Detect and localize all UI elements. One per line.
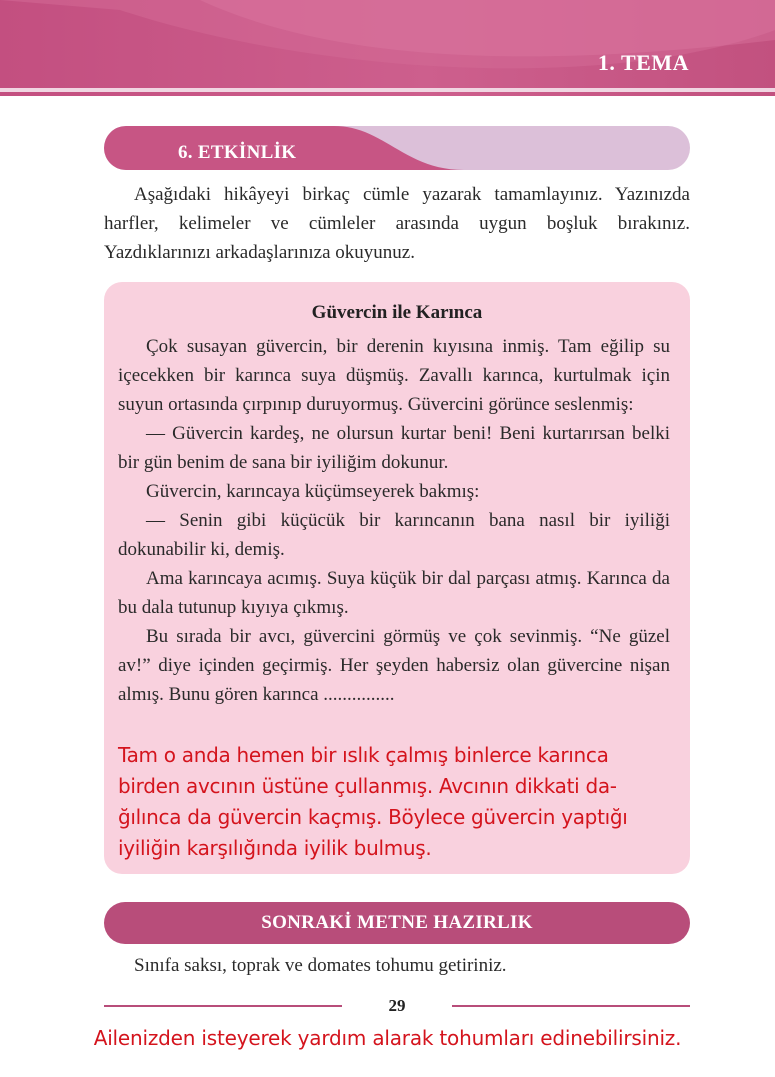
header-divider — [0, 88, 775, 92]
activity-instruction: Aşağıdaki hikâyeyi birkaç cümle yazarak tamamlayınız. Yazınızda harfler, kelimeler ve cümleler arasında uygun boşluk bırakınız. Yazdıklarınızı arkadaşlarınıza okuyunuz. — [104, 184, 690, 263]
story-paragraph: — Senin gibi küçücük bir karıncanın bana nasıl bir iyiliği dokunabilir ki, demiş. — [118, 510, 670, 560]
header-decoration — [0, 0, 775, 96]
theme-label: 1. TEMA — [597, 50, 689, 75]
story-title: Güvercin ile Karınca — [311, 302, 483, 323]
handwritten-answer — [118, 740, 678, 864]
next-text-instruction: Sınıfa saksı, toprak ve domates tohumu getiriniz. — [134, 955, 507, 976]
header-band — [0, 0, 775, 96]
page-number: 29 — [388, 996, 406, 1015]
footer-rule-right — [452, 1005, 690, 1007]
answer-line: birden avcının üstüne çullanmış. Avcının dikkati da- — [118, 774, 617, 798]
story-paragraph: Güvercin, karıncaya küçümseyerek bakmış: — [146, 481, 480, 502]
story-paragraph: Bu sırada bir avcı, güvercini görmüş ve çok sevinmiş. “Ne güzel av!” diye içinden geçirmiş. Her şeyden habersiz olan güvercine nişan almış. Bunu gören karınca ............... — [118, 626, 670, 705]
story-paragraph: Çok susayan güvercin, bir derenin kıyısına inmiş. Tam eğilip su içecekken bir karınca suya düşmüş. Zavallı karınca, kurtulmak için suyun ortasında çırpınıp duruyormuş. Güvercini görünce seslenmiş: — [118, 336, 670, 415]
answer-line: ğılınca da güvercin kaçmış. Böylece güvercin yaptığı — [118, 805, 628, 829]
next-text-label: SONRAKİ METNE HAZIRLIK — [261, 912, 533, 933]
answer-line: iyiliğin karşılığında iyilik bulmuş. — [118, 836, 432, 860]
story-paragraph: — Güvercin kardeş, ne olursun kurtar beni! Beni kurtarırsan belki bir gün benim de sana bir iyiliğim dokunur. — [118, 423, 670, 473]
footer-rule-left — [104, 1005, 342, 1007]
handwritten-note: Ailenizden isteyerek yardım alarak tohumları edinebilirsiniz. — [93, 1026, 682, 1050]
activity-label: 6. ETKİNLİK — [178, 142, 297, 163]
answer-line: Tam o anda hemen bir ıslık çalmış binlerce karınca — [118, 743, 609, 767]
next-text-banner — [104, 902, 690, 944]
story-paragraph: Ama karıncaya acımış. Suya küçük bir dal parçası atmış. Karınca da bu dala tutunup kıyıya çıkmış. — [118, 568, 670, 618]
story-text — [118, 332, 670, 709]
